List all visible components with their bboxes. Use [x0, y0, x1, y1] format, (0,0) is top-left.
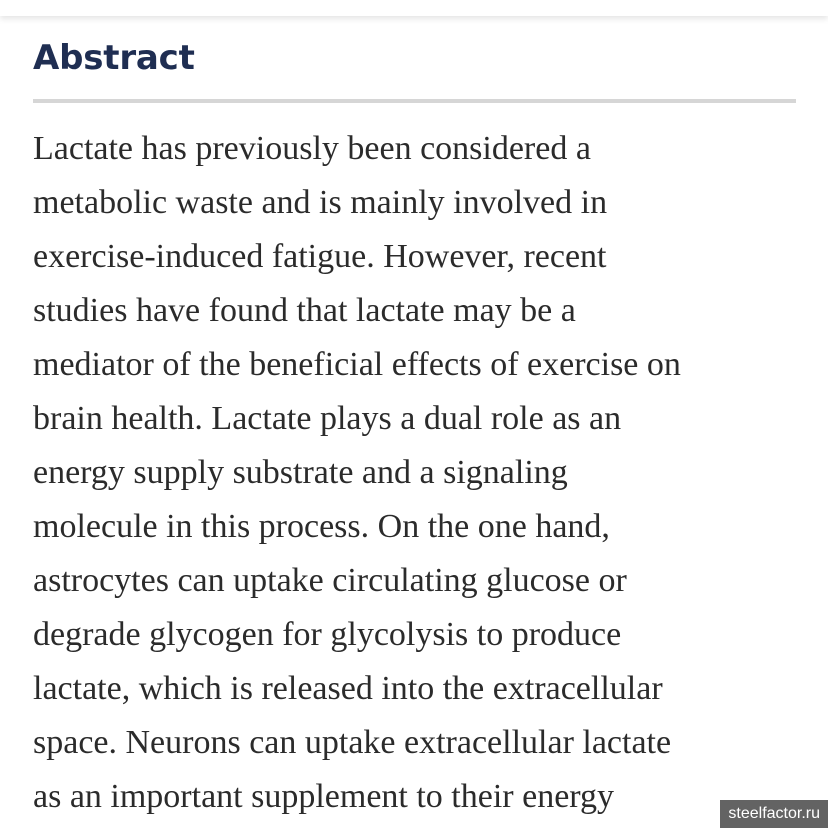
- abstract-line: brain health. Lactate plays a dual role as an: [33, 400, 622, 437]
- abstract-line: exercise-induced fatigue. However, recent: [33, 238, 607, 275]
- abstract-line: studies have found that lactate may be a: [33, 292, 576, 329]
- abstract-line: degrade glycogen for glycolysis to produce: [33, 616, 622, 653]
- abstract-line: as an important supplement to their energy: [33, 778, 615, 815]
- section-heading: Abstract: [33, 38, 195, 78]
- heading-divider: [33, 99, 796, 103]
- abstract-line: molecule in this process. On the one hand,: [33, 508, 610, 545]
- abstract-line: metabolic waste and is mainly involved in: [33, 184, 608, 221]
- abstract-line: lactate, which is released into the extracellular: [33, 670, 663, 707]
- abstract-line: space. Neurons can uptake extracellular lactate: [33, 724, 672, 761]
- abstract-line: astrocytes can uptake circulating glucose or: [33, 562, 627, 599]
- watermark: steelfactor.ru: [720, 800, 828, 828]
- abstract-line: mediator of the beneficial effects of exercise on: [33, 346, 681, 383]
- top-bar: [0, 0, 828, 16]
- abstract-line: energy supply substrate and a signaling: [33, 454, 568, 491]
- abstract-body: [33, 122, 803, 824]
- abstract-line: Lactate has previously been considered a: [33, 130, 591, 167]
